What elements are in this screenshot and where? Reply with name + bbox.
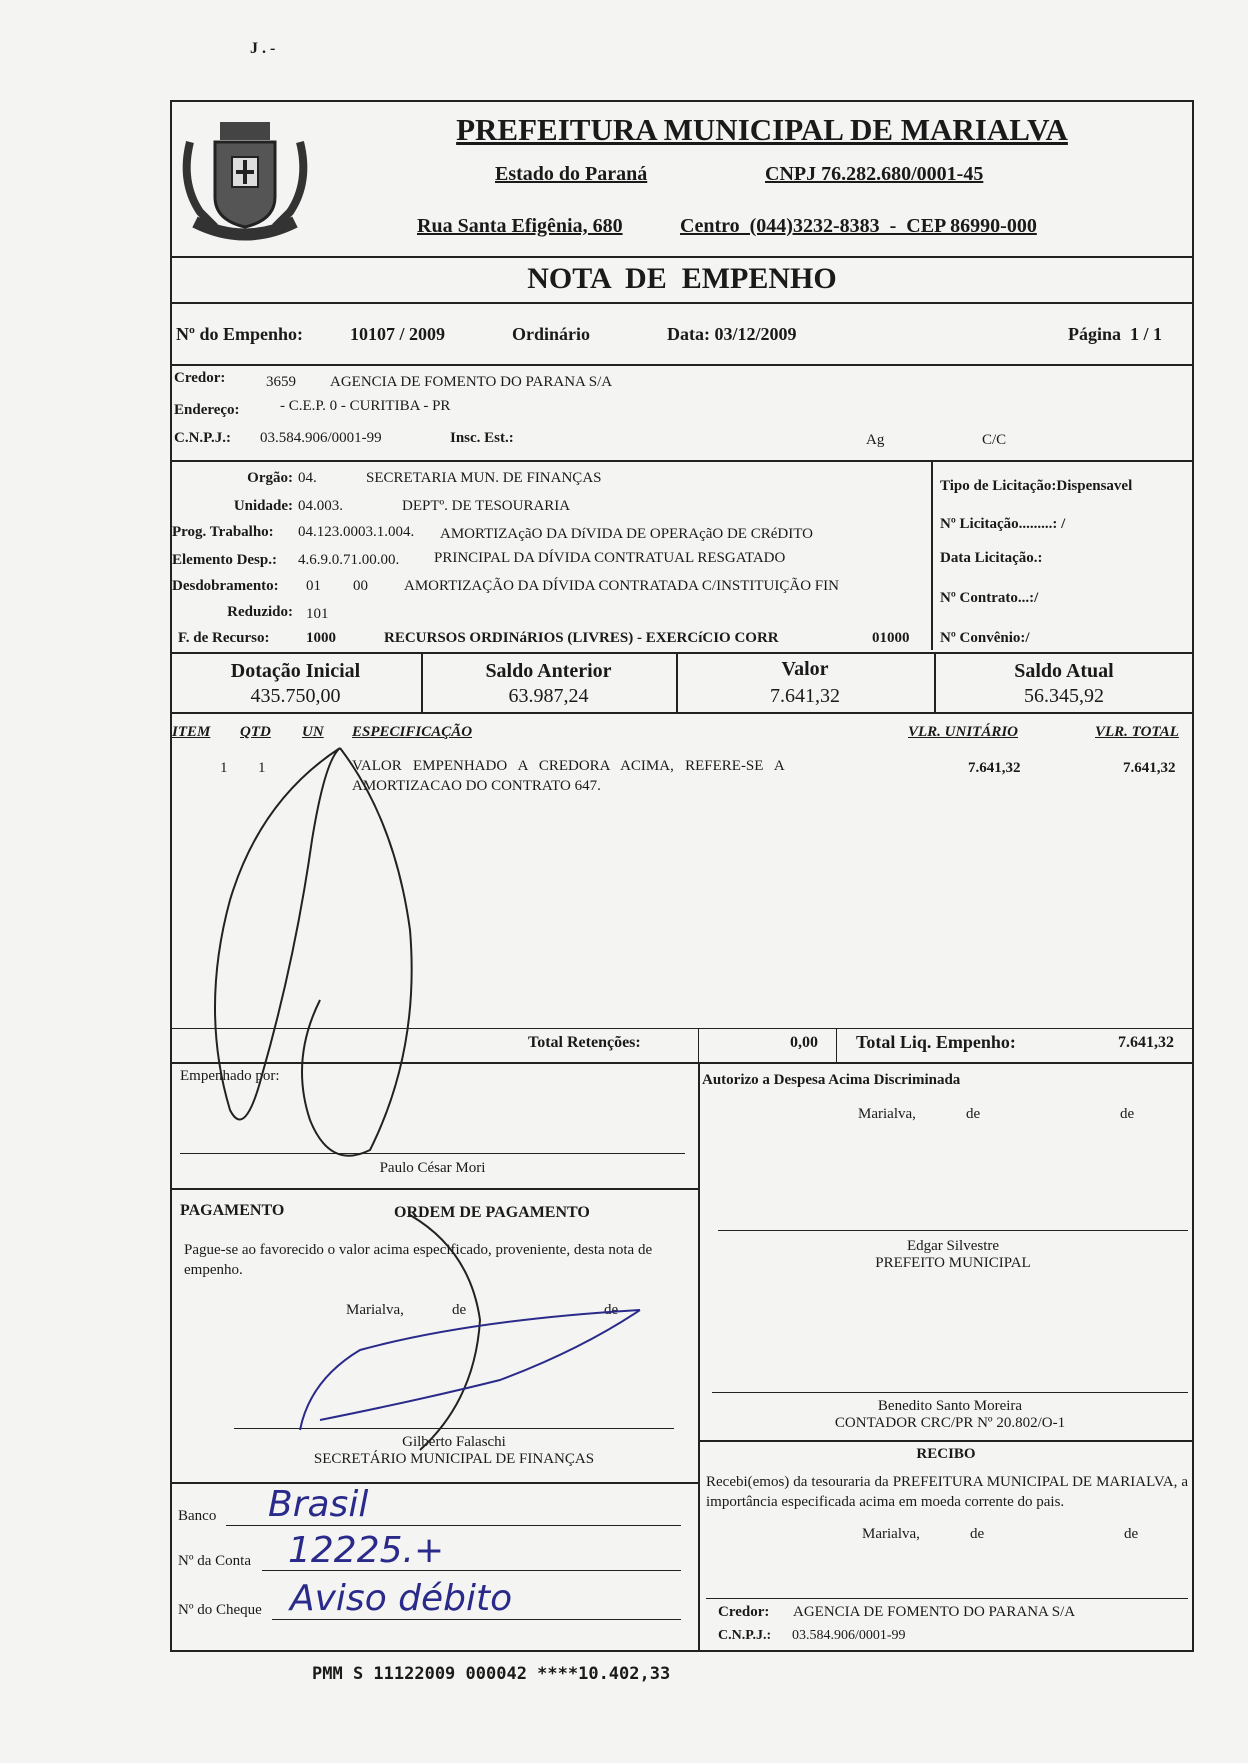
autorizo-label: Autorizo a Despesa Acima Discriminada	[702, 1072, 961, 1088]
contador-title: CONTADOR CRC/PR Nº 20.802/O-1	[834, 1415, 1066, 1431]
prefeito-title: PREFEITO MUNICIPAL	[875, 1255, 1031, 1271]
ordem-label: ORDEM DE PAGAMENTO	[394, 1204, 590, 1221]
col-qtd: QTD	[240, 724, 271, 740]
orgao-label: Orgão:	[247, 470, 293, 486]
item-total-value: 7.641,32	[1123, 760, 1176, 776]
pagamento-city: Marialva,	[346, 1302, 404, 1318]
reduzido-label: Reduzido:	[227, 604, 293, 620]
desd-label: Desdobramento:	[172, 578, 279, 594]
recibo-label: RECIBO	[916, 1446, 976, 1462]
cc-label: C/C	[982, 432, 1007, 448]
empenhado-label: Empenhado por:	[180, 1068, 280, 1084]
coat-of-arms-icon	[170, 102, 320, 254]
contador-name: Benedito Santo Moreira	[877, 1398, 1023, 1414]
autorizo-de2: de	[1120, 1106, 1135, 1122]
empenho-type: Ordinário	[512, 324, 591, 344]
prefeito-name: Edgar Silvestre	[906, 1238, 1000, 1254]
elem-label: Elemento Desp.:	[172, 552, 277, 568]
unidade-code: 04.003.	[298, 498, 343, 514]
autorizo-city: Marialva,	[858, 1106, 916, 1122]
reduzido: 101	[306, 606, 329, 622]
retencoes-value: 0,00	[790, 1034, 818, 1051]
conta-label: Nº da Conta	[178, 1553, 251, 1569]
recibo-de2: de	[1124, 1526, 1139, 1542]
credor-cnpj-label: C.N.P.J.:	[174, 430, 231, 446]
recibo-credor-label: Credor:	[718, 1604, 770, 1620]
recurso-name: RECURSOS ORDINáRIOS (LIVRES) - EXERCíCIO CORR	[384, 630, 779, 646]
col-item: ITEM	[172, 724, 211, 740]
pagamento-de1: de	[452, 1302, 467, 1318]
elem-name: PRINCIPAL DA DÍVIDA CONTRATUAL RESGATADO	[434, 550, 786, 566]
valor-value: 7.641,32	[770, 685, 840, 707]
banco-value: Brasil	[268, 1484, 369, 1525]
unidade-label: Unidade:	[233, 498, 293, 514]
item-desc-line1: VALOR EMPENHADO A CREDORA ACIMA, REFERE-SE A	[352, 758, 785, 774]
recurso-code2: 01000	[872, 630, 910, 646]
item-number: 1	[220, 760, 228, 776]
top-scribble: J . -	[250, 40, 276, 57]
empenho-date: Data: 03/12/2009	[667, 324, 797, 344]
address-street: Rua Santa Efigênia, 680	[417, 215, 623, 237]
anterior-label: Saldo Anterior	[485, 660, 612, 682]
secretario-title: SECRETÁRIO MUNICIPAL DE FINANÇAS	[313, 1451, 595, 1467]
document-title: NOTA DE EMPENHO	[527, 262, 837, 295]
recibo-cnpj: 03.584.906/0001-99	[792, 1628, 906, 1643]
recurso-code: 1000	[306, 630, 336, 646]
dotacao-value: 435.750,00	[250, 685, 341, 707]
recibo-de1: de	[970, 1526, 985, 1542]
cnpj-label: CNPJ 76.282.680/0001-45	[765, 163, 984, 185]
recibo-cnpj-label: C.N.P.J.:	[718, 1628, 772, 1643]
state-label: Estado do Paraná	[495, 163, 648, 185]
empenhado-name: Paulo César Mori	[379, 1160, 486, 1176]
recurso-label: F. de Recurso:	[178, 630, 270, 646]
liq-value: 7.641,32	[1118, 1034, 1174, 1051]
recibo-credor: AGENCIA DE FOMENTO DO PARANA S/A	[793, 1604, 1076, 1620]
atual-label: Saldo Atual	[1014, 660, 1114, 682]
unidade-name: DEPTº. DE TESOURARIA	[402, 498, 571, 514]
prog-code: 04.123.0003.1.004.	[298, 524, 415, 540]
orgao-code: 04.	[298, 470, 317, 486]
banco-label: Banco	[178, 1508, 217, 1524]
cheque-value: Aviso débito	[290, 1578, 513, 1619]
conta-value: 12225.+	[288, 1530, 445, 1571]
pagamento-text: Pague-se ao favorecido o valor acima especificado, proveniente, desta nota de empenho.	[184, 1242, 653, 1278]
col-un: UN	[302, 724, 324, 740]
dotacao-label: Dotação Inicial	[230, 660, 361, 682]
credor-code: 3659	[266, 374, 296, 390]
page-number: Página 1 / 1	[1068, 324, 1163, 344]
pagamento-label: PAGAMENTO	[180, 1202, 285, 1219]
col-espec: ESPECIFICAÇÃO	[352, 724, 473, 740]
page-title: PREFEITURA MUNICIPAL DE MARIALVA	[456, 112, 1068, 147]
elem-code: 4.6.9.0.71.00.00.	[298, 552, 400, 568]
credor-address: - C.E.P. 0 - CURITIBA - PR	[280, 398, 451, 414]
col-vlr-unit: VLR. UNITÁRIO	[908, 724, 1019, 740]
empenho-number-label: Nº do Empenho:	[176, 324, 303, 344]
valor-label: Valor	[781, 658, 829, 680]
credor-name: AGENCIA DE FOMENTO DO PARANA S/A	[330, 374, 613, 390]
credor-label: Credor:	[174, 370, 226, 386]
credor-cnpj: 03.584.906/0001-99	[260, 430, 382, 446]
prog-label: Prog. Trabalho:	[172, 524, 274, 540]
address-rest: Centro (044)3232-8383 - CEP 86990-000	[680, 215, 1037, 237]
recibo-text: Recebi(emos) da tesouraria da PREFEITURA MUNICIPAL DE MARIALVA, a importância especificada acima em moeda corrente do pais.	[706, 1474, 1188, 1510]
atual-value: 56.345,92	[1024, 685, 1104, 707]
retencoes-label: Total Retenções:	[528, 1034, 641, 1051]
autorizo-de1: de	[966, 1106, 981, 1122]
data-licitacao: Data Licitação.:	[940, 550, 1043, 566]
footer-stamp: PMM S 11122009 000042 ****10.402,33	[312, 1664, 671, 1684]
ag-label: Ag	[866, 432, 885, 448]
address-label: Endereço:	[174, 402, 240, 418]
desd-code1: 01	[306, 578, 321, 594]
orgao-name: SECRETARIA MUN. DE FINANÇAS	[366, 470, 602, 486]
liq-label: Total Liq. Empenho:	[856, 1032, 1016, 1052]
contrato: Nº Contrato...:/	[940, 590, 1039, 606]
desd-code2: 00	[353, 578, 368, 594]
item-desc-line2: AMORTIZACAO DO CONTRATO 647.	[352, 778, 601, 794]
tipo-licitacao: Tipo de Licitação:Dispensavel	[940, 478, 1133, 494]
recibo-city: Marialva,	[862, 1526, 920, 1542]
cheque-label: Nº do Cheque	[178, 1602, 262, 1618]
prog-name: AMORTIZAçãO DA DíVIDA DE OPERAçãO DE CRéDITO	[440, 526, 813, 542]
empenho-number: 10107 / 2009	[350, 324, 446, 344]
numero-licitacao: Nº Licitação.........: /	[940, 516, 1066, 532]
insc-label: Insc. Est.:	[450, 430, 514, 446]
secretario-name: Gilberto Falaschi	[402, 1434, 506, 1450]
item-qtd: 1	[258, 760, 266, 776]
anterior-value: 63.987,24	[508, 685, 589, 707]
desd-name: AMORTIZAÇÃO DA DÍVIDA CONTRATADA C/INSTITUIÇÃO FIN	[404, 578, 839, 594]
pagamento-de2: de	[604, 1302, 619, 1318]
item-unit-value: 7.641,32	[968, 760, 1021, 776]
col-vlr-total: VLR. TOTAL	[1095, 724, 1179, 740]
convenio: Nº Convênio:/	[940, 630, 1030, 646]
